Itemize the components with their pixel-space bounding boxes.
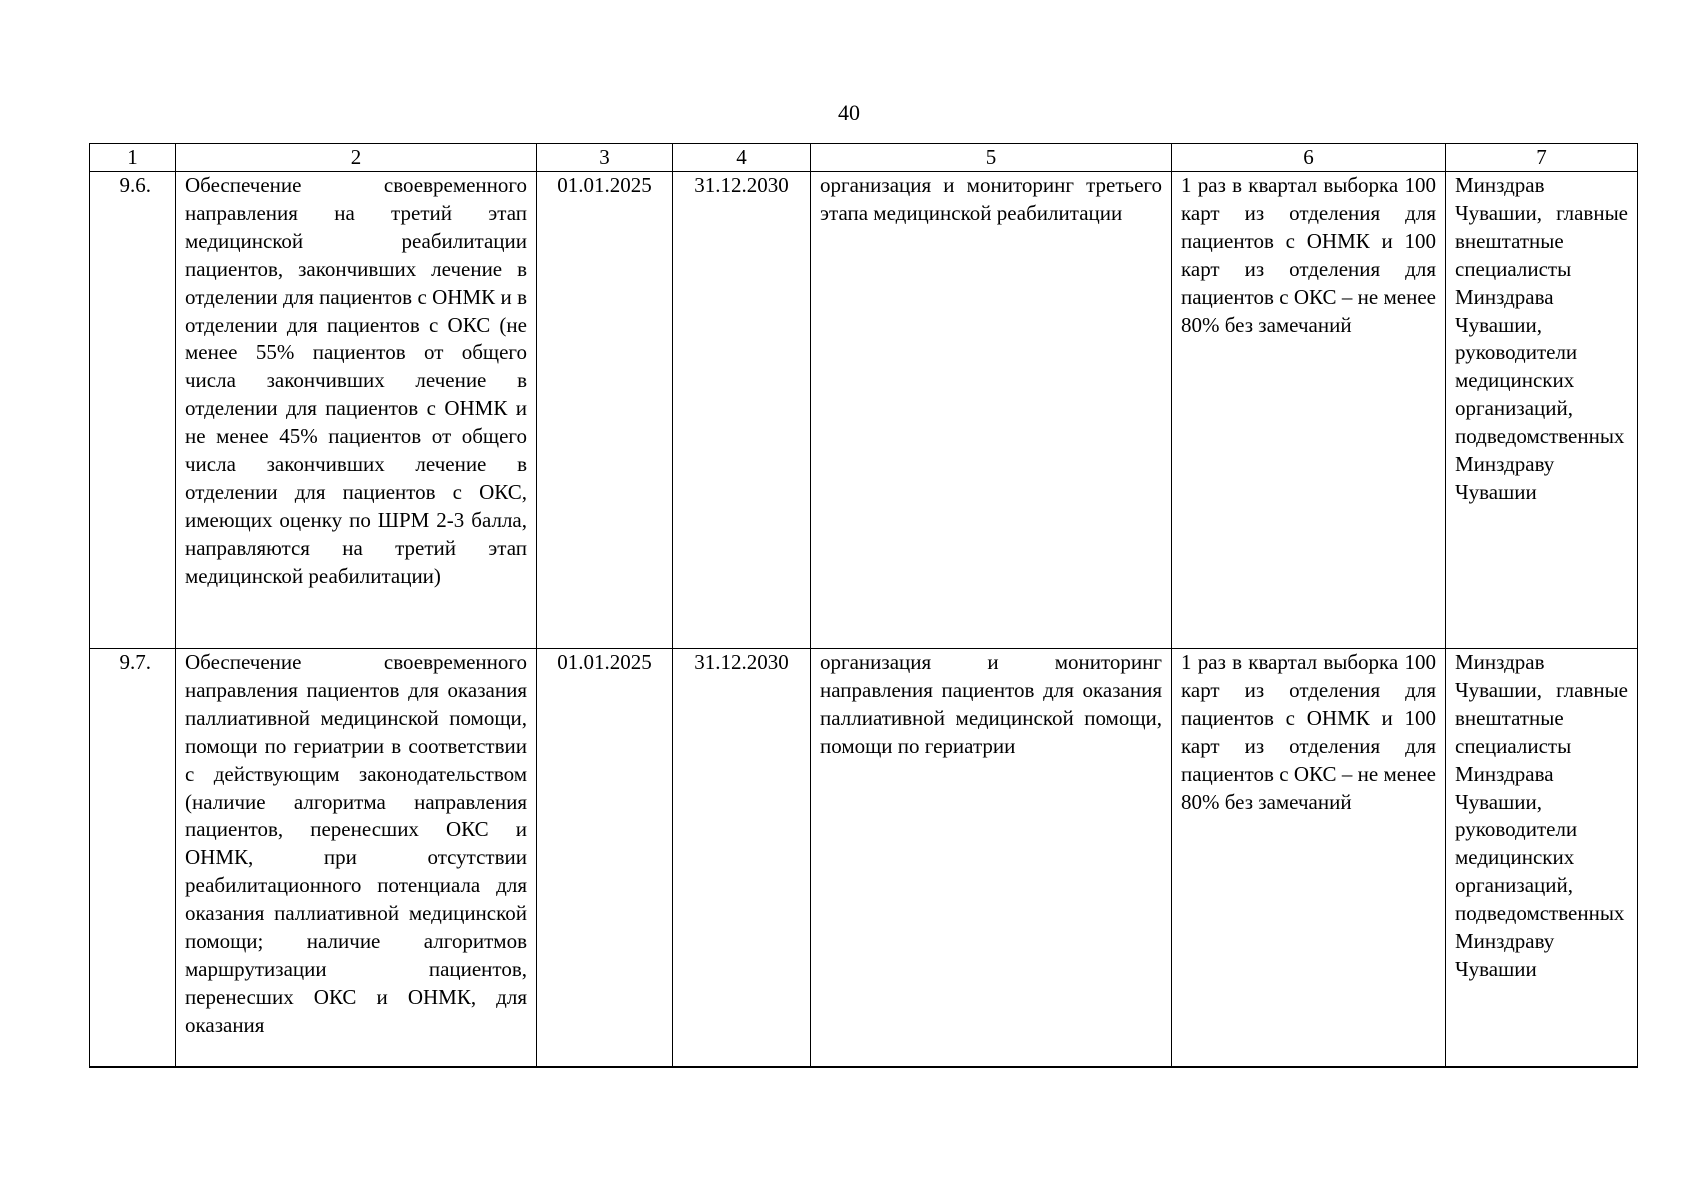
activity-cell xyxy=(176,649,537,1067)
table-row xyxy=(90,172,1638,649)
start-date: 01.01.2025 xyxy=(537,172,673,649)
column-header: 3 xyxy=(537,144,673,172)
table-row xyxy=(90,649,1638,1067)
end-date: 31.12.2030 xyxy=(673,649,811,1067)
result-cell xyxy=(811,172,1172,649)
control-text: 1 раз в квартал выборка 100 карт из отделения для пациентов с ОНМК и 100 карт из отделения для пациентов с ОКС – не менее 80% без замечаний xyxy=(1181,650,1436,814)
control-text: 1 раз в квартал выборка 100 карт из отделения для пациентов с ОНМК и 100 карт из отделения для пациентов с ОКС – не менее 80% без замечаний xyxy=(1181,173,1436,337)
activity-text: Обеспечение своевременного направления на третий этап медицинской реабилитации пациентов, закончивших лечение в отделении для пациентов с ОНМК и в отделении для пациентов с ОКС (не менее 55% пациентов от общего числа закончивших лечение в отделении для пациентов с ОНМК и не менее 45% пациентов от общего числа закончивших лечение в отделении для пациентов с ОКС, имеющих оценку по ШРМ 2-3 балла, направляются на третий этап медицинской реабилитации) xyxy=(185,173,527,588)
column-header: 2 xyxy=(176,144,537,172)
responsible-cell xyxy=(1446,172,1638,649)
column-header: 5 xyxy=(811,144,1172,172)
start-date: 01.01.2025 xyxy=(537,649,673,1067)
end-date: 31.12.2030 xyxy=(673,172,811,649)
result-text: организация и мониторинг третьего этапа медицинской реабилитации xyxy=(820,173,1162,225)
column-header: 6 xyxy=(1172,144,1446,172)
responsible-text: Минздрав Чувашии, главные внештатные специалисты Минздрава Чувашии, руководители медицинских организаций, подведомственных Минздраву Чувашии xyxy=(1455,173,1628,504)
result-text: организация и мониторинг направления пациентов для оказания паллиативной медицинской помощи, помощи по гериатрии xyxy=(820,650,1162,758)
page-number: 40 xyxy=(838,100,860,125)
column-number-row xyxy=(90,144,1638,172)
result-cell xyxy=(811,649,1172,1067)
responsible-cell xyxy=(1446,649,1638,1067)
row-number: 9.6. xyxy=(90,172,176,649)
column-header: 4 xyxy=(673,144,811,172)
column-header: 7 xyxy=(1446,144,1638,172)
control-cell xyxy=(1172,172,1446,649)
column-header: 1 xyxy=(90,144,176,172)
responsible-text: Минздрав Чувашии, главные внештатные специалисты Минздрава Чувашии, руководители медицинских организаций, подведомственных Минздраву Чувашии xyxy=(1455,650,1628,981)
activity-text: Обеспечение своевременного направления пациентов для оказания паллиативной медицинской помощи, помощи по гериатрии в соответствии с действующим законодательством (наличие алгоритма направления пациентов, перенесших ОКС и ОНМК, при отсутствии реабилитационного потенциала для оказания паллиативной медицинской помощи; наличие алгоритмов маршрутизации пациентов, перенесших ОКС и ОНМК, для оказания xyxy=(185,650,527,1037)
row-number: 9.7. xyxy=(90,649,176,1067)
measures-table xyxy=(89,143,1638,1068)
activity-cell xyxy=(176,172,537,649)
control-cell xyxy=(1172,649,1446,1067)
